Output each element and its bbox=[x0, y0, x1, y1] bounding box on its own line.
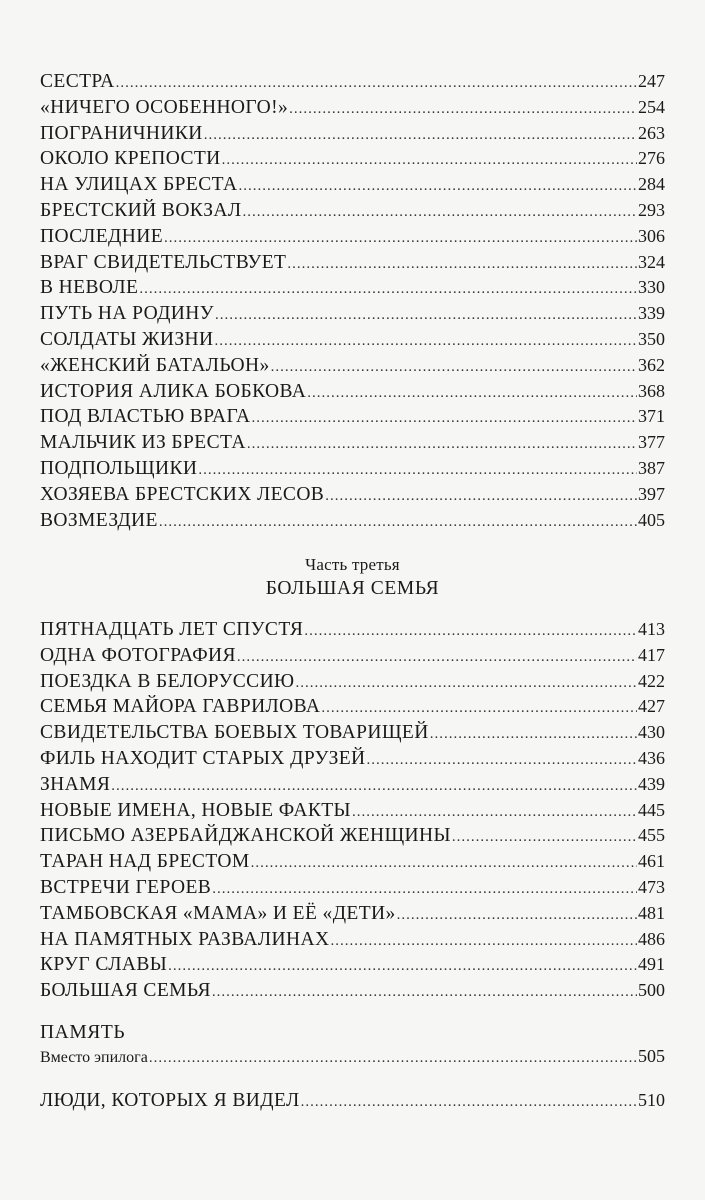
toc-title: В НЕВОЛЕ bbox=[40, 277, 139, 299]
toc-title: НА ПАМЯТНЫХ РАЗВАЛИНАХ bbox=[40, 928, 330, 950]
toc-leader bbox=[238, 174, 637, 200]
toc-row bbox=[40, 694, 665, 720]
toc-row bbox=[40, 746, 665, 772]
toc-leader bbox=[251, 406, 637, 432]
toc-row bbox=[40, 327, 665, 353]
toc-title: ЗНАМЯ bbox=[40, 773, 111, 795]
toc-row bbox=[40, 875, 665, 901]
toc-leader bbox=[287, 252, 637, 278]
toc-page: 430 bbox=[638, 722, 665, 743]
toc-title: СОЛДАТЫ ЖИЗНИ bbox=[40, 328, 214, 350]
toc-row bbox=[40, 669, 665, 695]
toc-row bbox=[40, 95, 665, 121]
toc-title: ТАМБОВСКАЯ «МАМА» И ЕЁ «ДЕТИ» bbox=[40, 902, 396, 924]
part-title: БОЛЬШАЯ СЕМЬЯ bbox=[265, 578, 440, 599]
toc-title: ВСТРЕЧИ ГЕРОЕВ bbox=[40, 876, 212, 898]
toc-leader bbox=[212, 877, 637, 903]
toc-final bbox=[40, 1088, 665, 1114]
toc-title: КРУГ СЛАВЫ bbox=[40, 954, 168, 976]
toc-leader bbox=[222, 148, 637, 174]
toc-page: 481 bbox=[638, 902, 665, 923]
toc-title: ФИЛЬ НАХОДИТ СТАРЫХ ДРУЗЕЙ bbox=[40, 747, 366, 769]
toc-title: ТАРАН НАД БРЕСТОМ bbox=[40, 851, 250, 873]
toc-leader bbox=[237, 645, 637, 671]
toc-row bbox=[40, 1044, 665, 1070]
toc-row bbox=[40, 720, 665, 746]
toc-page: 505 bbox=[638, 1046, 665, 1066]
toc-row bbox=[40, 353, 665, 379]
toc-leader bbox=[204, 123, 637, 149]
toc-section-one bbox=[40, 69, 665, 533]
toc-page: 417 bbox=[638, 644, 665, 665]
toc-leader bbox=[159, 510, 637, 536]
memory-title: ПАМЯТЬ bbox=[40, 1022, 126, 1043]
toc-page: 377 bbox=[638, 432, 665, 453]
toc-leader bbox=[397, 903, 637, 929]
toc-page: 306 bbox=[638, 225, 665, 246]
toc-page: 486 bbox=[638, 928, 665, 949]
toc-page: 413 bbox=[638, 619, 665, 639]
toc-leader bbox=[168, 954, 637, 980]
toc-leader bbox=[139, 277, 637, 303]
toc-leader bbox=[164, 226, 637, 252]
toc-title: НОВЫЕ ИМЕНА, НОВЫЕ ФАКТЫ bbox=[40, 799, 351, 821]
toc-page: 422 bbox=[638, 670, 665, 691]
toc-leader bbox=[271, 355, 637, 381]
toc-page: 461 bbox=[638, 851, 665, 872]
toc-title: СЕМЬЯ МАЙОРА ГАВРИЛОВА bbox=[40, 696, 321, 718]
toc-page: 263 bbox=[638, 122, 665, 143]
part-heading: Часть третья bbox=[305, 555, 400, 574]
toc-page: 500 bbox=[638, 980, 665, 1001]
toc-page: 324 bbox=[638, 251, 665, 272]
toc-title: ВРАГ СВИДЕТЕЛЬСТВУЕТ bbox=[40, 251, 287, 273]
toc-title: БРЕСТСКИЙ ВОКЗАЛ bbox=[40, 199, 242, 221]
toc-title: МАЛЬЧИК ИЗ БРЕСТА bbox=[40, 432, 246, 454]
toc-leader bbox=[198, 458, 637, 484]
toc-title: ПОДПОЛЬЩИКИ bbox=[40, 457, 198, 479]
toc-leader bbox=[116, 71, 637, 97]
toc-row bbox=[40, 224, 665, 250]
toc-row bbox=[40, 823, 665, 849]
toc-leader bbox=[352, 800, 637, 826]
toc-row bbox=[40, 849, 665, 875]
toc-title: ИСТОРИЯ АЛИКА БОБКОВА bbox=[40, 380, 307, 402]
toc-row bbox=[40, 772, 665, 798]
toc-row bbox=[40, 508, 665, 534]
toc-page: 350 bbox=[638, 328, 665, 349]
toc-row bbox=[40, 146, 665, 172]
toc-title: ПОД ВЛАСТЬЮ ВРАГА bbox=[40, 406, 251, 428]
toc-row bbox=[40, 798, 665, 824]
toc-page: 439 bbox=[638, 773, 665, 794]
toc-leader bbox=[307, 381, 637, 407]
toc-page: 368 bbox=[638, 380, 665, 401]
toc-title: ПОГРАНИЧНИКИ bbox=[40, 122, 203, 144]
toc-leader bbox=[212, 980, 637, 1006]
toc-page: 247 bbox=[638, 71, 665, 91]
toc-leader bbox=[289, 97, 637, 123]
toc-leader bbox=[321, 696, 637, 722]
toc-page: 436 bbox=[638, 747, 665, 768]
toc-leader bbox=[301, 1090, 637, 1116]
toc-row bbox=[40, 275, 665, 301]
toc-leader bbox=[251, 851, 637, 877]
toc-leader bbox=[304, 619, 637, 645]
toc-row bbox=[40, 643, 665, 669]
toc-leader bbox=[325, 484, 637, 510]
toc-page: 455 bbox=[638, 825, 665, 846]
toc-row bbox=[40, 617, 665, 643]
toc-page: 330 bbox=[638, 277, 665, 298]
toc-leader bbox=[111, 774, 637, 800]
toc-page: 293 bbox=[638, 199, 665, 220]
toc-row bbox=[40, 430, 665, 456]
toc-leader bbox=[452, 825, 637, 851]
toc-row bbox=[40, 952, 665, 978]
toc-title: ОДНА ФОТОГРАФИЯ bbox=[40, 644, 236, 666]
toc-row bbox=[40, 978, 665, 1004]
toc-title: СВИДЕТЕЛЬСТВА БОЕВЫХ ТОВАРИЩЕЙ bbox=[40, 722, 429, 744]
toc-leader bbox=[247, 432, 637, 458]
toc-title: СЕСТРА bbox=[40, 71, 115, 92]
toc-leader bbox=[149, 1046, 637, 1072]
toc-row bbox=[40, 301, 665, 327]
toc-title: ПЯТНАДЦАТЬ ЛЕТ СПУСТЯ bbox=[40, 619, 304, 640]
toc-leader bbox=[215, 329, 638, 355]
toc-memory bbox=[40, 1044, 665, 1070]
toc-row bbox=[40, 1088, 665, 1114]
toc-page: 362 bbox=[638, 354, 665, 375]
toc-page: 276 bbox=[638, 148, 665, 169]
toc-title: ВОЗМЕЗДИЕ bbox=[40, 509, 158, 531]
toc-section-two bbox=[40, 617, 665, 1004]
toc-row bbox=[40, 927, 665, 953]
toc-title: ХОЗЯЕВА БРЕСТСКИХ ЛЕСОВ bbox=[40, 483, 325, 505]
toc-title: НА УЛИЦАХ БРЕСТА bbox=[40, 174, 238, 196]
toc-title: ПОЕЗДКА В БЕЛОРУССИЮ bbox=[40, 670, 295, 692]
toc-leader bbox=[330, 929, 637, 955]
toc-title: «НИЧЕГО ОСОБЕННОГО!» bbox=[40, 96, 289, 118]
toc-page: 387 bbox=[638, 457, 665, 478]
toc-page: 405 bbox=[638, 509, 665, 530]
toc-leader bbox=[367, 748, 637, 774]
toc-page: 473 bbox=[638, 876, 665, 897]
toc-leader bbox=[296, 671, 637, 697]
toc-row bbox=[40, 456, 665, 482]
toc-page: 371 bbox=[638, 406, 665, 427]
toc-page: 510 bbox=[638, 1090, 665, 1110]
toc-row bbox=[40, 198, 665, 224]
toc-row bbox=[40, 121, 665, 147]
toc-leader bbox=[215, 303, 637, 329]
toc-page: 491 bbox=[638, 954, 665, 975]
toc-title: Вместо эпилога bbox=[40, 1049, 148, 1066]
toc-row bbox=[40, 250, 665, 276]
toc-title: БОЛЬШАЯ СЕМЬЯ bbox=[40, 980, 211, 1002]
toc-title: ПИСЬМО АЗЕРБАЙДЖАНСКОЙ ЖЕНЩИНЫ bbox=[40, 825, 451, 847]
toc-leader bbox=[430, 722, 637, 748]
toc-row bbox=[40, 69, 665, 95]
toc-title: ЛЮДИ, КОТОРЫХ Я ВИДЕЛ bbox=[40, 1090, 300, 1111]
toc-page: 284 bbox=[638, 174, 665, 195]
toc-title: ПУТЬ НА РОДИНУ bbox=[40, 303, 214, 325]
toc-row bbox=[40, 404, 665, 430]
toc-row bbox=[40, 482, 665, 508]
toc-title: ОКОЛО КРЕПОСТИ bbox=[40, 148, 221, 170]
toc-page: 339 bbox=[638, 303, 665, 324]
toc-title: «ЖЕНСКИЙ БАТАЛЬОН» bbox=[40, 354, 270, 376]
toc-page: 254 bbox=[638, 96, 665, 117]
toc-row bbox=[40, 901, 665, 927]
toc-page: 397 bbox=[638, 483, 665, 504]
toc-row bbox=[40, 172, 665, 198]
toc-page: 445 bbox=[638, 799, 665, 820]
toc-title: ПОСЛЕДНИЕ bbox=[40, 225, 164, 247]
toc-row bbox=[40, 379, 665, 405]
toc-page: 427 bbox=[638, 696, 665, 717]
toc-leader bbox=[243, 200, 638, 226]
